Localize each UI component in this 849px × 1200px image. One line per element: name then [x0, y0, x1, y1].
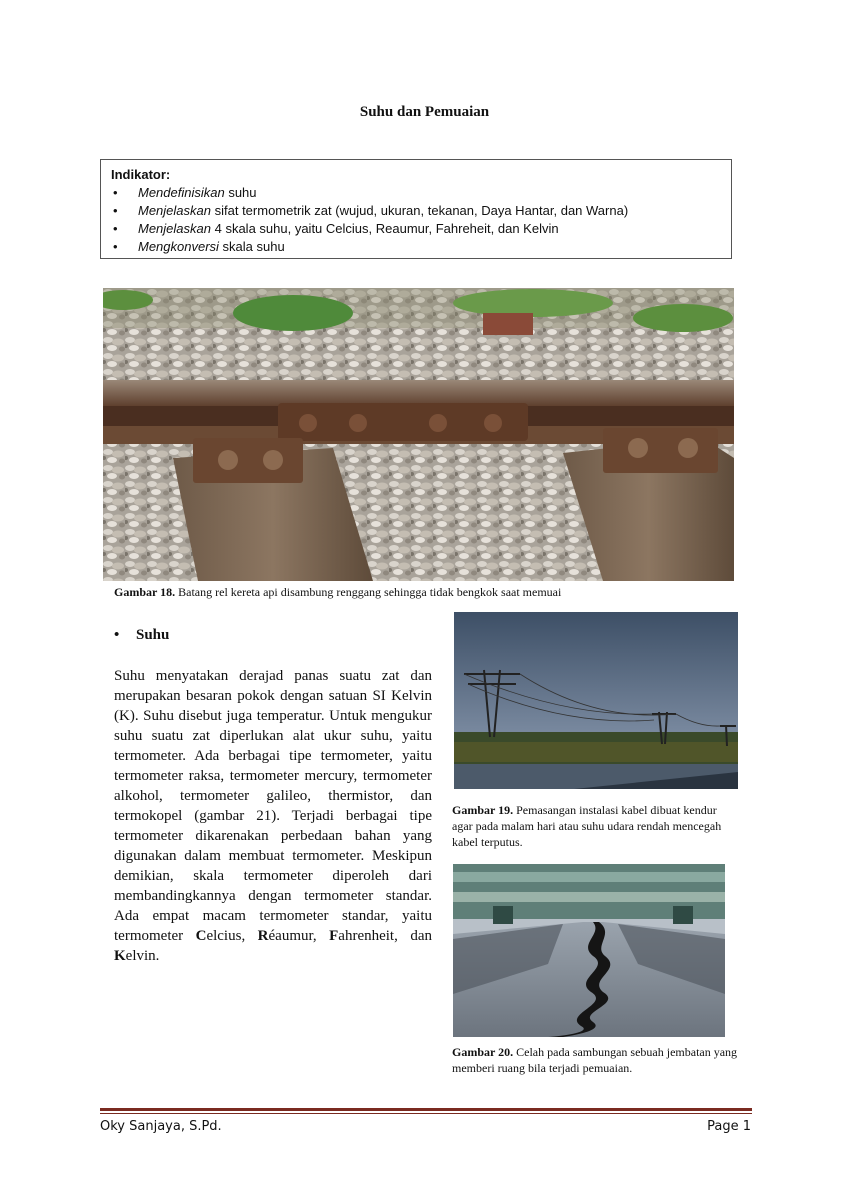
bridge-joint-photo — [453, 864, 725, 1037]
footer-page-number: Page 1 — [707, 1119, 751, 1134]
indicator-box — [100, 159, 732, 259]
indicator-item: • Mengkonversi skala suhu — [111, 238, 723, 256]
figure-20-caption: Gambar 20. Celah pada sambungan sebuah jembatan yang memberi ruang bila terjadi pemuaian. — [452, 1045, 738, 1075]
figure-19-caption: Gambar 19. Pemasangan instalasi kabel dibuat kendur agar pada malam hari atau suhu udara rendah mencegah kabel terputus. — [452, 803, 722, 849]
indicator-item: • Menjelaskan sifat termometrik zat (wujud, ukuran, tekanan, Daya Hantar, dan Warna) — [111, 202, 723, 220]
indicator-item: • Menjelaskan 4 skala suhu, yaitu Celcius, Reaumur, Fahreheit, dan Kelvin — [111, 220, 723, 238]
bullet-marker: • — [114, 627, 120, 643]
indicator-list — [111, 184, 723, 256]
page-title: Suhu dan Pemuaian — [359, 104, 490, 120]
body-paragraph: Suhu menyatakan derajad panas suatu zat dan merupakan besaran pokok dengan satuan SI Kelvin (K). Suhu disebut juga temperatur. Untuk mengukur suhu suatu zat diperlukan alat ukur suhu, yaitu termometer. Ada berbagai tipe termometer, yaitu termometer raksa, termometer mercury, termometer alkohol, termometer galileo, thermistor, dan termokopel (gambar 21). Terjadi berbagai tipe termometer dikarenakan perbedaan bahan yang digunakan dalam membuat termometer. Meskipun demikian, skala termometer diperoleh dari membandingkannya dengan termometer standar. Ada empat macam termometer standar, yaitu termometer Celcius, Réaumur, Fahrenheit, dan Kelvin. — [114, 668, 432, 964]
rail-joint-photo — [103, 288, 734, 581]
section-heading-text: Suhu — [136, 627, 170, 643]
power-lines-photo — [454, 612, 738, 789]
footer-rule-thin — [100, 1113, 752, 1114]
indicator-heading: Indikator: — [111, 167, 171, 182]
indicator-item: • Mendefinisikan suhu — [111, 184, 723, 202]
footer-author: Oky Sanjaya, S.Pd. — [100, 1119, 222, 1134]
footer-rule — [100, 1108, 752, 1111]
figure-18-caption: Gambar 18. Batang rel kereta api disambung renggang sehingga tidak bengkok saat memuai — [114, 585, 562, 599]
section-heading — [114, 627, 169, 644]
